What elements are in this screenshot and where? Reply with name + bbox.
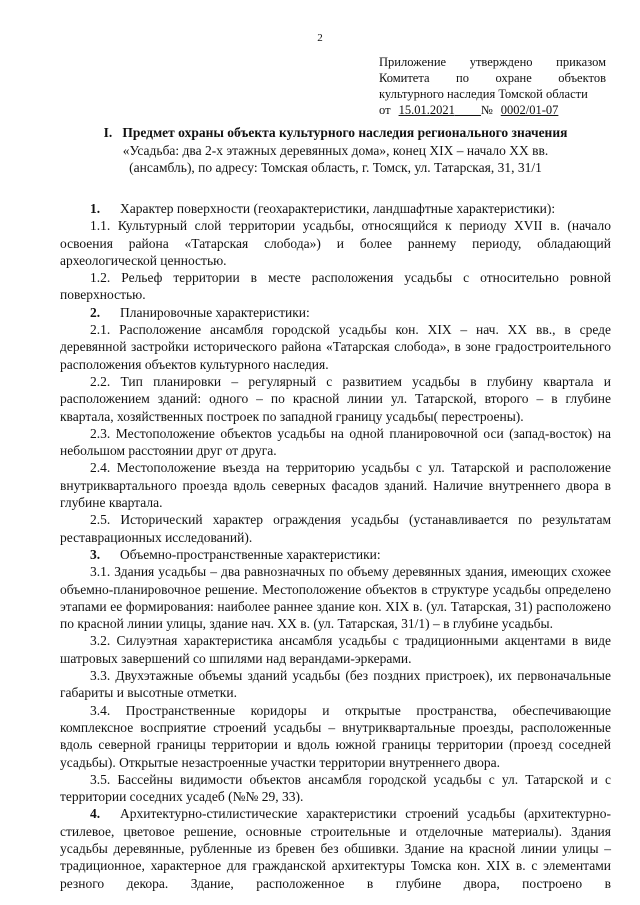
- paragraph-2-5: 2.5. Исторический характер ограждения усадьбы (устанавливается по результатам реставрационных исследований).: [60, 512, 611, 545]
- section-number: 4.: [90, 806, 101, 822]
- section-3-heading: 3. Объемно-пространственные характеристики:: [90, 546, 381, 562]
- from-label: от: [379, 103, 391, 117]
- order-date: 15.01.2021: [398, 103, 455, 117]
- paragraph-2-4: 2.4. Местоположение въезда на территорию усадьбы с ул. Татарской и расположение внутриквартального проезда вдоль северных фасадов зданий. Наличие внутреннего двора в глубине квартала.: [60, 460, 611, 511]
- approval-word: приказом: [556, 55, 606, 69]
- section-number: 1.: [90, 201, 101, 216]
- section-2-heading: 2. Планировочные характеристики:: [90, 304, 310, 320]
- paragraph-3-5: 3.5. Бассейны видимости объектов ансамбля городской усадьбы с ул. Татарской и с территории соседних усадеб (№№ 29, 33).: [60, 771, 611, 805]
- paragraph-2-3: 2.3. Местоположение объектов усадьбы на одной планировочной оси (запад-восток) на небольшом расстоянии друг от друга.: [60, 425, 611, 459]
- paragraph-3-1: 3.1. Здания усадьбы – два равнозначных по объему деревянных здания, имеющих схожее объемно-планировочное решение. Местоположение объектов в структуре усадьбы определено этапами ее формирования: наиболее раннее здание кон. XIX в. (ул. Татарская, 31) расположено по красной линии улицы, здание нач. XX в. (ул. Татарская, 31/1) – в глубине усадьбы.: [60, 564, 611, 632]
- paragraph-1-2: 1.2. Рельеф территории в месте расположения усадьбы с относительно ровной поверхностью.: [60, 270, 611, 303]
- document-body: [60, 200, 611, 892]
- order-number: 0002/01-07: [500, 103, 559, 117]
- section-number: 2.: [90, 304, 101, 320]
- approval-line-1: [379, 54, 606, 70]
- section-number: 3.: [90, 546, 101, 562]
- section-4-paragraph: 4. Архитектурно-стилистические характеристики строений усадьбы (архитектурно-стилевое, цветовое решение, основные строительные и отделочные материалы). Здания усадьбы деревянные, рубленные из бревен без обшивки. Здание на красной линии улицы – традиционное, характерное для гражданской архитектуры Томска кон. XIX в. с элементами резного декора. Здание, расположенное в глубине двора, построено в: [60, 806, 611, 891]
- page-number: 2: [317, 32, 323, 44]
- approval-word: утверждено: [469, 55, 533, 69]
- approval-word: охране: [495, 71, 532, 85]
- approval-line-2: [379, 70, 606, 86]
- approval-word: Приложение: [379, 55, 447, 69]
- approval-block: [379, 54, 606, 118]
- paragraph-3-2: 3.2. Силуэтная характеристика ансамбля усадьбы с традиционными акцентами в виде шатровых завершений со шпилями над верандами-эркерами.: [60, 633, 611, 666]
- title-line-2: «Усадьба: два 2-х этажных деревянных дома», конец XIX – начало XX вв.: [122, 142, 549, 158]
- title-heading: I. Предмет охраны объекта культурного наследия регионального значения: [103, 125, 568, 140]
- paragraph-3-3: 3.3. Двухэтажные объемы зданий усадьбы (без поздних пристроек), их первоначальные габариты и высотные отметки.: [60, 668, 611, 701]
- document-title: [60, 124, 611, 177]
- approval-line-3: культурного наследия Томской области: [379, 87, 588, 101]
- section-1-heading: 1. Характер поверхности (геохарактеристики, ландшафтные характеристики):: [90, 201, 556, 216]
- approval-word: объектов: [558, 71, 606, 85]
- paragraph-2-1: 2.1. Расположение ансамбля городской усадьбы кон. XIX – нач. XX вв., в среде деревянной застройки исторического района «Татарская слобода», в зоне градостроительного расположения объектов культурного наследия.: [60, 322, 611, 372]
- approval-line-4: [379, 102, 606, 118]
- number-label: №: [480, 103, 493, 117]
- approval-word: Комитета: [379, 71, 430, 85]
- approval-word: по: [456, 71, 469, 85]
- paragraph-3-4: 3.4. Пространственные коридоры и открытые пространства, обеспечивающие комплексное восприятие строений усадьбы – внутриквартальные проезды, расположенные вдоль северной границы территории и вдоль южной границы территории (проезд соседней усадьбы). Открытые незастроенные участки территории внутреннего двора.: [60, 702, 611, 770]
- paragraph-1-1: 1.1. Культурный слой территории усадьбы, относящийся к периоду XVII в. (начало освоения района «Татарская слобода») и более раннему периоду, обладающий археологической ценностью.: [60, 218, 611, 268]
- title-line-3: (ансамбль), по адресу: Томская область, г. Томск, ул. Татарская, 31, 31/1: [129, 160, 542, 175]
- paragraph-2-2: 2.2. Тип планировки – регулярный с развитием усадьбы в глубину квартала и расположением зданий: одного – по красной линии ул. Татарской, второго – в глубине квартала, хозяйственных построек по западной границу усадьбы( перестроены).: [60, 373, 611, 424]
